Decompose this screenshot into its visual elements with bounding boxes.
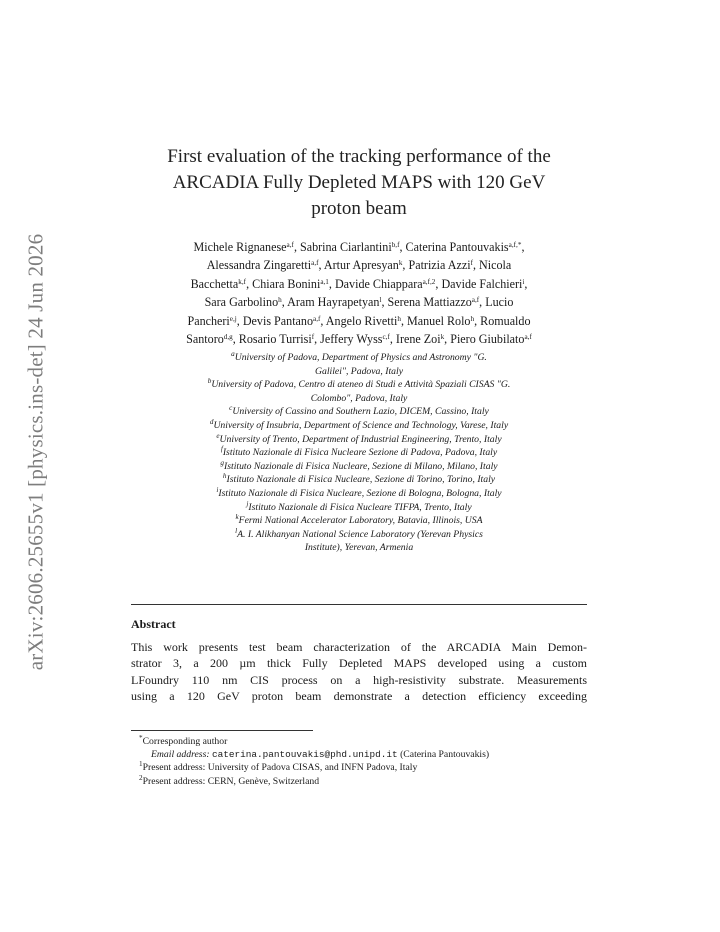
email-label: Email address: — [151, 749, 210, 761]
affiliation-line — [131, 419, 587, 433]
affiliation-mark: g — [220, 458, 225, 467]
affiliation-line — [131, 501, 587, 515]
author-affiliation-mark: f — [311, 333, 315, 342]
footnote-text: Present address: University of Padova CISAS, and INFN Padova, Italy — [142, 762, 418, 774]
footnote-present-address-1 — [139, 761, 489, 774]
affiliation-text: Galilei", Padova, Italy — [314, 365, 403, 377]
abstract-line: strator 3, a 200 µm thick Fully Depleted MAPS developed using a custom — [131, 656, 587, 671]
author-affiliation-mark: l — [379, 296, 382, 305]
affiliation-text: University of Insubria, Department of Science and Technology, Varese, Italy — [213, 419, 509, 431]
author-name: Chiara Bonini — [252, 276, 321, 291]
author-affiliation-mark: c,f — [382, 333, 390, 342]
author-affiliation-mark: a,f — [313, 314, 321, 323]
author-name: Angelo Rivetti — [325, 313, 398, 328]
affiliation-text: Fermi National Accelerator Laboratory, Batavia, Illinois, USA — [238, 515, 483, 527]
affiliation-line — [131, 473, 587, 487]
arxiv-identifier-stamp: arXiv:2606.25655v1 [physics.ins-det] 24 Jun 2026 — [23, 233, 48, 671]
title-line: First evaluation of the tracking performance of the — [167, 146, 551, 167]
author-line: Alessandra Zingaretti$^{a,f}$, Artur Apresyan$^k$, Patrizia Azzi$^f$, Nicola — [206, 258, 512, 273]
affiliation-mark: h — [222, 472, 227, 481]
author-line: Bacchetta$^{k,f}$, Chiara Bonini$^{a,1}$, Davide Chiappara$^{a,f,2}$, Davide Falchieri$^i$, — [190, 276, 528, 291]
footnote-corresponding — [139, 735, 489, 748]
author-affiliation-mark: f — [470, 259, 473, 268]
author-name: Bacchetta — [190, 276, 239, 291]
author-name: Santoro — [186, 332, 224, 347]
email-link[interactable]: caterina.pantouvakis@phd.unipd.it — [212, 749, 398, 761]
author-affiliation-mark: b,f — [391, 241, 400, 249]
affiliation-text: A. I. Alikhanyan National Science Laboratory (Yerevan Physics — [237, 528, 483, 540]
author-name: Devis Pantano — [242, 313, 314, 328]
author-name: Patrizia Azzi — [408, 258, 471, 273]
affiliation-mark: k — [235, 513, 239, 522]
author-name: Manuel Rolo — [406, 313, 471, 328]
abstract-top-rule — [131, 604, 587, 605]
author-name: Davide Falchieri — [441, 276, 523, 291]
author-name: Rosario Turrisi — [238, 332, 312, 347]
title-line: proton beam — [311, 198, 407, 219]
author-affiliation-mark: a,f — [286, 241, 294, 249]
abstract-line: LFoundry 110 nm CIS process on a high-resistivity substrate. Measurements — [131, 672, 587, 687]
affiliation-text: Istituto Nazionale di Fisica Nucleare, Sezione di Bologna, Bologna, Italy — [218, 487, 502, 499]
affiliation-mark: i — [216, 485, 219, 494]
affiliation-mark: b — [207, 377, 212, 386]
affiliation-line — [131, 365, 587, 379]
author-affiliation-mark: k — [440, 333, 445, 342]
affiliation-text: University of Padova, Department of Physics and Astronomy "G. — [234, 352, 487, 363]
author-line: Pancheri$^{e,j}$, Devis Pantano$^{a,f}$, Angelo Rivetti$^h$, Manuel Rolo$^h$, Romualdo — [187, 313, 531, 328]
affiliation-line — [131, 433, 587, 447]
author-affiliation-mark: a,f — [311, 259, 319, 268]
affiliation-text: University of Cassino and Southern Lazio, DICEM, Cassino, Italy — [232, 406, 489, 418]
affiliation-text: Colombo", Padova, Italy — [310, 392, 408, 404]
abstract-heading: Abstract — [131, 617, 176, 631]
affiliation-mark: e — [216, 431, 220, 440]
author-affiliation-mark: i — [522, 277, 525, 286]
footnote-mark: 1 — [139, 760, 143, 769]
author-affiliation-mark: a,f,* — [508, 241, 522, 249]
author-list — [131, 238, 587, 348]
author-name: Serena Mattiazzo — [387, 295, 472, 310]
author-name: Nicola — [479, 258, 512, 273]
affiliation-text: Istituto Nazionale di Fisica Nucleare TIFPA, Trento, Italy — [248, 501, 472, 513]
abstract-line: This work presents test beam characterization of the ARCADIA Main Demon- — [131, 640, 587, 654]
footnote-email — [139, 748, 489, 761]
affiliation-text: Institute), Yerevan, Armenia — [304, 542, 414, 554]
footnote-present-address-2 — [139, 775, 489, 788]
author-name: Jeffery Wyss — [320, 332, 383, 347]
footnote-mark: 2 — [139, 773, 143, 782]
author-name: Sabrina Ciarlantini — [299, 240, 392, 254]
abstract-line: using a 120 GeV proton beam demonstrate a detection efficiency exceeding — [131, 688, 587, 703]
author-affiliation-mark: h — [470, 314, 475, 323]
affiliation-mark: j — [246, 499, 249, 508]
affiliation-list — [131, 351, 587, 555]
author-name: Davide Chiappara — [334, 276, 423, 291]
paper-title — [131, 144, 587, 222]
affiliation-line — [131, 487, 587, 501]
author-name: Caterina Pantouvakis — [405, 240, 509, 254]
affiliation-text: Istituto Nazionale di Fisica Nucleare, Sezione di Milano, Milano, Italy — [224, 460, 498, 472]
author-name: Artur Apresyan — [323, 258, 399, 273]
footnote-rule — [131, 730, 313, 731]
affiliation-line — [131, 514, 587, 528]
author-affiliation-mark: a,f — [524, 333, 532, 342]
email-owner: (Caterina Pantouvakis) — [400, 749, 490, 761]
affiliation-text: Istituto Nazionale di Fisica Nucleare Sezione di Padova, Padova, Italy — [222, 447, 498, 459]
author-affiliation-mark: a,f — [471, 296, 480, 305]
affiliation-line — [131, 541, 587, 555]
footnote-text: Corresponding author — [142, 736, 228, 747]
author-line: Michele Rignanese$^{a,f}$, Sabrina Ciarlantini$^{b,f}$, Caterina Pantouvakis$^{a,f,*}$, — [193, 240, 525, 254]
title-line: ARCADIA Fully Depleted MAPS with 120 GeV — [172, 172, 546, 193]
author-name: Lucio — [485, 295, 514, 310]
author-line: Santoro$^{d,g}$, Rosario Turrisi$^f$, Jeffery Wyss$^{c,f}$, Irene Zoi$^k$, Piero Giubilato$^{a,f}$ — [186, 332, 532, 347]
affiliation-mark: a — [231, 350, 235, 358]
footnotes — [139, 735, 489, 788]
abstract-body — [131, 639, 587, 704]
author-name: Pancheri — [187, 313, 230, 328]
footnote-text: Present address: CERN, Genève, Switzerland — [142, 775, 320, 787]
affiliation-line — [131, 405, 587, 419]
author-affiliation-mark: e,j — [229, 314, 237, 323]
affiliation-line — [131, 392, 587, 406]
author-affiliation-mark: h — [278, 296, 282, 305]
author-affiliation-mark: d,g — [223, 333, 233, 342]
author-line: Sara Garbolino$^h$, Aram Hayrapetyan$^l$, Serena Mattiazzo$^{a,f}$, Lucio — [204, 295, 514, 310]
author-affiliation-mark: a,f,2 — [422, 277, 436, 286]
affiliation-mark: c — [229, 404, 233, 413]
affiliation-line — [131, 351, 587, 365]
author-affiliation-mark: a,1 — [320, 277, 329, 286]
author-name: Irene Zoi — [395, 332, 441, 347]
affiliation-mark: d — [209, 417, 214, 426]
affiliation-line — [131, 446, 587, 460]
affiliation-line — [131, 378, 587, 392]
author-name: Aram Hayrapetyan — [287, 295, 380, 310]
author-name: Piero Giubilato — [450, 332, 525, 347]
author-affiliation-mark: k,f — [238, 277, 247, 286]
affiliation-text: University of Trento, Department of Industrial Engineering, Trento, Italy — [219, 433, 502, 445]
author-affiliation-mark: k — [398, 259, 403, 268]
footnote-mark: * — [139, 734, 143, 742]
affiliation-text: University of Padova, Centro di ateneo di Studi e Attività Spaziali CISAS "G. — [211, 379, 511, 391]
author-affiliation-mark: h — [397, 314, 401, 323]
author-name: Alessandra Zingaretti — [206, 258, 312, 273]
author-name: Michele Rignanese — [193, 240, 287, 254]
author-name: Romualdo — [480, 313, 531, 328]
author-name: Sara Garbolino — [204, 295, 279, 310]
affiliation-mark: f — [220, 445, 223, 454]
affiliation-line — [131, 460, 587, 474]
affiliation-text: Istituto Nazionale di Fisica Nucleare, Sezione di Torino, Torino, Italy — [226, 474, 496, 486]
affiliation-line — [131, 528, 587, 542]
affiliation-mark: l — [235, 526, 238, 535]
